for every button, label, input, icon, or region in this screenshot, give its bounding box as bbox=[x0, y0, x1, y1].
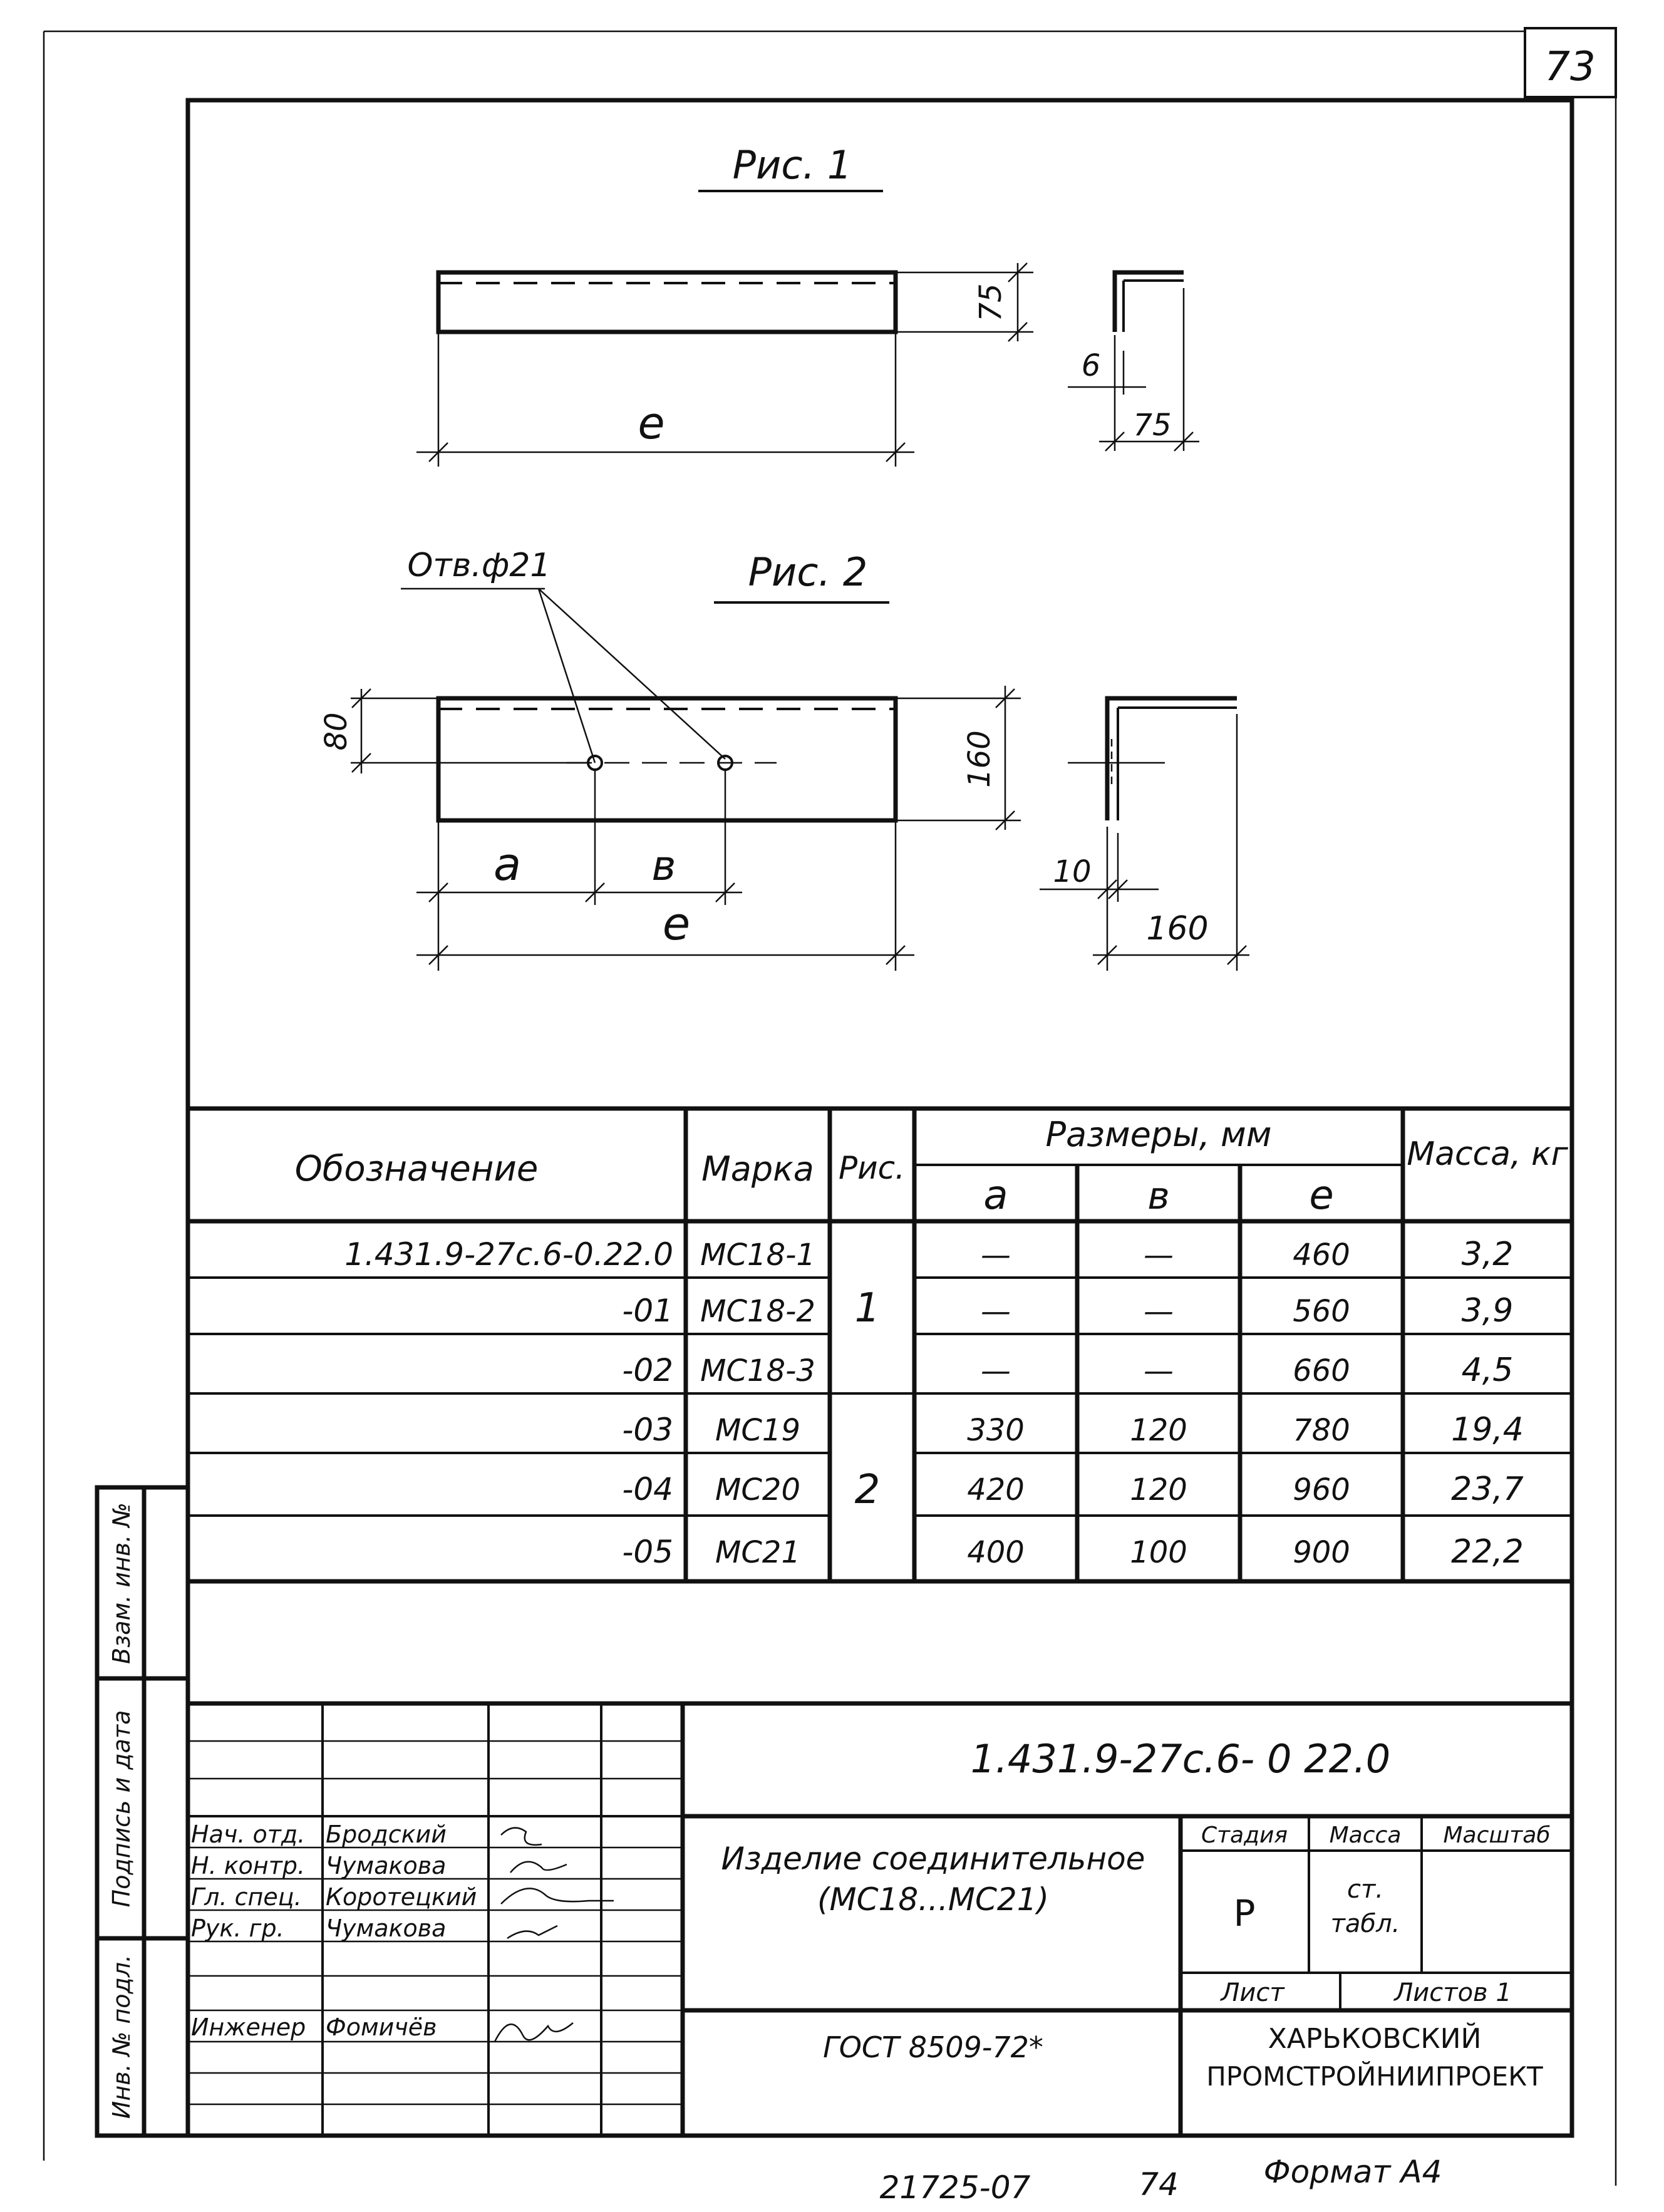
cell-mass: 3,9 bbox=[1461, 1292, 1514, 1330]
org-line2: ПРОМСТРОЙНИИПРОЕКТ bbox=[1206, 2061, 1543, 2092]
figure-2-title: Рис. 2 bbox=[748, 549, 868, 595]
stage-value: Р bbox=[1233, 1892, 1256, 1935]
title-name-line2: (МС18...МС21) bbox=[817, 1881, 1050, 1918]
cell-size-b: — bbox=[1144, 1353, 1174, 1388]
figure-2 bbox=[319, 547, 1249, 971]
scale-label: Масштаб bbox=[1443, 1822, 1551, 1848]
cell-mark: МС20 bbox=[715, 1472, 801, 1507]
cell-mark: МС19 bbox=[715, 1413, 801, 1448]
cell-size-a: — bbox=[981, 1353, 1011, 1388]
cell-size-l: 960 bbox=[1293, 1472, 1350, 1507]
cell-mass: 3,2 bbox=[1461, 1236, 1514, 1273]
cell-size-l: 900 bbox=[1293, 1535, 1350, 1570]
header-fig: Рис. bbox=[838, 1150, 906, 1186]
cell-mark: МС18-3 bbox=[700, 1353, 815, 1388]
fig2-angle-front bbox=[438, 698, 896, 820]
fig2-dim-length: e bbox=[662, 897, 691, 950]
fig2-dim-thickness: 10 bbox=[1053, 854, 1092, 889]
cell-size-l: 560 bbox=[1293, 1294, 1350, 1329]
cell-mass: 4,5 bbox=[1461, 1351, 1514, 1389]
spec-table-rows bbox=[344, 1236, 1524, 1571]
title-code: 1.431.9-27с.6- 0 22.0 bbox=[970, 1736, 1391, 1782]
cell-designation: -03 bbox=[622, 1412, 673, 1448]
cell-mark: МС18-2 bbox=[700, 1294, 815, 1329]
role-group-lead: Рук. гр. bbox=[191, 1915, 284, 1942]
header-mark: Марка bbox=[701, 1149, 814, 1189]
spec-table-headers bbox=[295, 1115, 1569, 1219]
mass-value-2: табл. bbox=[1330, 1910, 1400, 1938]
side-label-replace-inv: Взам. инв. № bbox=[108, 1502, 135, 1665]
table-row bbox=[622, 1351, 1513, 1389]
cell-size-a: — bbox=[981, 1238, 1011, 1273]
cell-size-b: 100 bbox=[1130, 1535, 1187, 1570]
fig2-dim-edge: 80 bbox=[319, 712, 354, 751]
footer-page-no: 74 bbox=[1139, 2166, 1179, 2203]
cell-size-a: — bbox=[981, 1294, 1011, 1329]
stage-label: Стадия bbox=[1201, 1822, 1288, 1848]
table-row bbox=[622, 1292, 1513, 1330]
mass-label: Масса bbox=[1329, 1822, 1402, 1848]
header-designation: Обозначение bbox=[294, 1149, 539, 1189]
title-name-line1: Изделие соединительное bbox=[721, 1841, 1145, 1877]
fig1-angle-front bbox=[438, 272, 896, 332]
org-line1: ХАРЬКОВСКИЙ bbox=[1268, 2023, 1482, 2055]
footer-format: Формат А4 bbox=[1263, 2154, 1442, 2190]
figure-1 bbox=[416, 142, 1199, 467]
sheet-label: Лист bbox=[1221, 1978, 1284, 2007]
cell-mass: 23,7 bbox=[1451, 1470, 1524, 1508]
cell-size-l: 460 bbox=[1293, 1238, 1350, 1273]
cell-size-a: 400 bbox=[967, 1535, 1025, 1570]
fig1-dim-length: e bbox=[638, 398, 665, 449]
fig2-dim-height: 160 bbox=[962, 730, 997, 788]
header-size-b: в bbox=[1147, 1174, 1170, 1218]
role-engineer: Инженер bbox=[191, 2013, 306, 2041]
sheet-number: 73 bbox=[1544, 44, 1596, 90]
fig-group-1: 1 bbox=[854, 1285, 881, 1331]
fig-group-2: 2 bbox=[854, 1467, 881, 1513]
header-sizes: Размеры, мм bbox=[1045, 1115, 1272, 1154]
table-row bbox=[622, 1470, 1524, 1508]
side-label-sign-date: Подпись и дата bbox=[108, 1710, 135, 1908]
cell-size-b: — bbox=[1144, 1238, 1174, 1273]
cell-mark: МС21 bbox=[715, 1535, 801, 1570]
figure-1-title: Рис. 1 bbox=[732, 142, 852, 188]
role-chief-spec: Гл. спец. bbox=[191, 1883, 302, 1911]
fig2-dim-leg: 160 bbox=[1146, 910, 1209, 948]
fig1-dim-leg: 75 bbox=[1133, 408, 1172, 443]
cell-mass: 22,2 bbox=[1451, 1533, 1524, 1571]
name-chief-spec: Коротецкий bbox=[326, 1883, 477, 1911]
sheets-label: Листов 1 bbox=[1394, 1978, 1512, 2007]
header-size-a: a bbox=[983, 1172, 1008, 1219]
fig2-angle-section bbox=[1107, 698, 1237, 820]
cell-size-a: 420 bbox=[967, 1472, 1025, 1507]
fig2-dim-a: a bbox=[493, 838, 522, 891]
mass-value-1: ст. bbox=[1346, 1875, 1384, 1904]
title-standard: ГОСТ 8509-72* bbox=[823, 2030, 1043, 2064]
footer-archive-no: 21725-07 bbox=[879, 2169, 1031, 2206]
name-engineer: Фомичёв bbox=[326, 2013, 437, 2041]
cell-designation: -04 bbox=[622, 1471, 673, 1507]
cell-mark: МС18-1 bbox=[700, 1238, 815, 1273]
cell-size-b: 120 bbox=[1130, 1413, 1187, 1448]
table-row bbox=[344, 1236, 1513, 1273]
cell-size-b: 120 bbox=[1130, 1472, 1187, 1507]
cell-designation: -01 bbox=[622, 1293, 673, 1329]
role-norm-control: Н. контр. bbox=[191, 1852, 306, 1879]
cell-size-a: 330 bbox=[967, 1413, 1025, 1448]
table-row bbox=[622, 1411, 1524, 1449]
cell-designation: -02 bbox=[622, 1352, 673, 1388]
cell-size-b: — bbox=[1144, 1294, 1174, 1329]
fig1-dim-height: 75 bbox=[973, 283, 1008, 322]
name-group-lead: Чумакова bbox=[326, 1915, 447, 1942]
fig1-dim-thickness: 6 bbox=[1081, 348, 1101, 383]
header-mass: Масса, кг bbox=[1407, 1135, 1568, 1173]
cell-designation: -05 bbox=[622, 1534, 673, 1570]
cell-designation: 1.431.9-27с.6-0.22.0 bbox=[344, 1236, 673, 1273]
name-head-of-dept: Бродский bbox=[326, 1821, 447, 1848]
role-head-of-dept: Нач. отд. bbox=[191, 1821, 306, 1848]
fig2-hole-label: Отв.ф21 bbox=[407, 547, 551, 584]
header-size-l: e bbox=[1309, 1172, 1334, 1219]
name-norm-control: Чумакова bbox=[326, 1852, 447, 1879]
cell-size-l: 660 bbox=[1293, 1353, 1350, 1388]
fig2-dim-b: в bbox=[651, 842, 676, 890]
cell-mass: 19,4 bbox=[1451, 1411, 1524, 1449]
table-row bbox=[622, 1533, 1524, 1571]
side-label-inv-orig: Инв. № подл. bbox=[108, 1954, 135, 2119]
cell-size-l: 780 bbox=[1293, 1413, 1350, 1448]
